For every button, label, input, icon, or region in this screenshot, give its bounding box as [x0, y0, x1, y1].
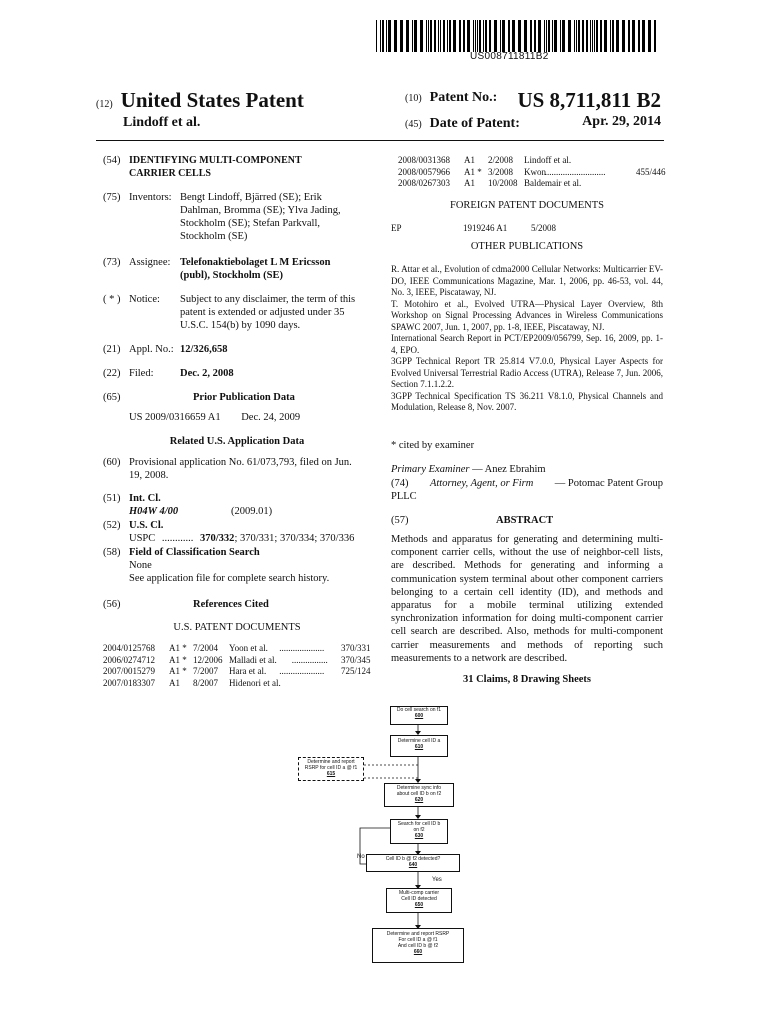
barcode-bar: [552, 20, 553, 52]
barcode-bar: [604, 20, 607, 52]
title-field: [103, 154, 371, 184]
step-ref: 640: [408, 862, 418, 868]
citation-name: Baldemair et al.: [524, 178, 582, 188]
date-label: Date of Patent:: [429, 116, 520, 131]
barcode-bar: [453, 20, 456, 52]
citation-name: Kwon: [524, 166, 546, 177]
barcode-bar: [494, 20, 497, 52]
barcode-bar: [479, 20, 481, 52]
barcode-bar: [534, 20, 536, 52]
citation-kind: A1 *: [169, 643, 187, 653]
barcode-bar: [574, 20, 575, 52]
barcode-bar: [406, 20, 409, 52]
barcode-bar: [518, 20, 521, 52]
barcode-bar: [596, 20, 598, 52]
notice-line: U.S.C. 154(b) by 1090 days.: [180, 320, 301, 331]
step-text: Determine cell ID a: [397, 738, 441, 744]
field-code: (22): [103, 368, 121, 379]
barcode-bar: [586, 20, 588, 52]
attorney-code: (74): [391, 478, 409, 489]
barcode-bar: [544, 20, 545, 52]
barcode-bar: [430, 20, 432, 52]
patent-number: US 8,711,811 B2: [517, 88, 661, 112]
citation-cls: 370/331: [341, 643, 371, 653]
step-600-box: [390, 706, 448, 725]
yes-label: Yes: [432, 877, 442, 883]
provisional-line: Provisional application No. 61/073,793, filed on Jun.: [129, 457, 352, 468]
barcode-bar: [590, 20, 591, 52]
citation-kind: A1: [464, 155, 475, 165]
citation-row: [398, 178, 668, 190]
prior-pub-row: [129, 411, 300, 424]
citation-dots: ....................: [279, 643, 325, 653]
citation-date: 10/2008: [488, 178, 518, 188]
us-docs-heading: U.S. PATENT DOCUMENTS: [173, 622, 301, 633]
barcode-bar: [546, 20, 547, 52]
barcode-bar: [508, 20, 510, 52]
citation-date: 7/2004: [193, 643, 219, 653]
abstract-text: Methods and apparatus for generating and determining multi-component carrier cells, without the use of neighbor-cell lists, are described. Methods for generating and informing a communication system terminal about other component carriers belonging to a certain cell identity (ID), and methods and apparatus for a mobile terminal utilizing extended synchronization information for doing multi-component carrier cell search are described. Also, methods for multi-component carrier measurements and methods of reporting such measurements to a network are described.: [391, 534, 663, 664]
barcode-bar: [414, 20, 417, 52]
attorney-label: Attorney, Agent, or Firm: [429, 478, 534, 489]
int-cl-field: [103, 492, 371, 520]
barcode-bar: [438, 20, 439, 52]
barcode-bar: [512, 20, 515, 52]
attorney-block: [391, 477, 663, 503]
step-text: Determine and report RSRP: [386, 931, 450, 937]
barcode-bar: [489, 20, 491, 52]
citation-num: 2004/0125768: [103, 643, 156, 653]
uspc-main: 370/332: [200, 533, 235, 544]
examiner-label: Primary Examiner: [391, 464, 470, 475]
search-text: [129, 559, 329, 585]
step-text: Determine sync info: [396, 785, 442, 791]
publication-entry: 3GPP Technical Report TR 25.814 V7.0.0, Physical Layer Aspects for Evolved Universal Terrestrial Radio Access (UTRA), Release 7, Jun. 2006, Section 7.1.1.2.2.: [391, 356, 663, 389]
barcode-bar: [622, 20, 625, 52]
barcode-bar: [467, 20, 470, 52]
barcode-bar: [554, 20, 557, 52]
citation-num: 2008/0031368: [398, 155, 451, 165]
barcode-bar: [440, 20, 441, 52]
search-line: See application file for complete search history.: [129, 573, 330, 584]
uspc-line: [129, 532, 354, 545]
provisional-field: [103, 456, 371, 484]
barcode-bar: [394, 20, 397, 52]
assignee-line: Telefonaktiebolaget L M Ericsson: [180, 257, 331, 268]
provisional-line: 19, 2008.: [129, 470, 169, 481]
field-code: (60): [103, 457, 121, 468]
step-text: Determine and report: [307, 759, 355, 765]
barcode-bar: [628, 20, 630, 52]
barcode-bar: [582, 20, 584, 52]
related-heading: Related U.S. Application Data: [169, 436, 305, 447]
prior-pub-heading: Prior Publication Data: [193, 392, 295, 403]
prior-pub-number: US 2009/0316659 A1: [129, 412, 221, 423]
field-key: Int. Cl.: [129, 493, 161, 504]
barcode-bar: [524, 20, 527, 52]
filed-date: Dec. 2, 2008: [180, 368, 234, 379]
uspc-label: USPC: [129, 533, 156, 544]
barcode-bar: [600, 20, 602, 52]
title-line: IDENTIFYING MULTI-COMPONENT: [129, 155, 302, 166]
step-ref: 615: [326, 771, 336, 777]
refs-heading: References Cited: [193, 599, 269, 610]
examiner-line: [391, 463, 663, 476]
patent-date: Apr. 29, 2014: [582, 114, 661, 129]
foreign-number: 1919246 A1: [463, 223, 508, 233]
inventors-field: [103, 191, 371, 247]
citation-name: Lindoff et al.: [524, 155, 572, 165]
assignee-line: (publ), Stockholm (SE): [180, 270, 283, 281]
citation-cls: 370/345: [341, 654, 371, 665]
title-line: CARRIER CELLS: [129, 168, 211, 179]
citation-row: [398, 155, 668, 167]
step-ref: 610: [414, 744, 424, 750]
publication-entry: International Search Report in PCT/EP2009/056799, Sep. 16, 2009, pp. 1-4, EPO.: [391, 333, 663, 355]
field-code: (21): [103, 344, 121, 355]
citation-dots: ....................: [279, 666, 325, 676]
step-ref: 620: [414, 797, 424, 803]
claims-line: 31 Claims, 8 Drawing Sheets: [462, 674, 592, 685]
step-text: on f2: [413, 827, 425, 833]
step-text: For cell ID a @ f1: [398, 937, 438, 943]
citation-date: 12/2006: [193, 654, 223, 665]
search-field: [103, 546, 371, 588]
citation-kind: A1 *: [169, 654, 187, 665]
int-cl-year: (2009.01): [231, 506, 273, 517]
citation-name: Hidenori et al.: [229, 677, 281, 688]
citation-num: 2006/0274712: [103, 654, 156, 665]
notice-text: [180, 293, 371, 332]
barcode-bar: [548, 20, 550, 52]
field-code: (52): [103, 520, 121, 531]
barcode-bar: [538, 20, 541, 52]
publication-entry: R. Attar et al., Evolution of cdma2000 Cellular Networks: Multicarrier EV-DO, IEEE Communications Magazine, Mar. 1, 2006, pp. 46-53, vol. 44, No. 3, IEEE, Piscataway, NJ.: [391, 264, 663, 297]
citation-row: [103, 655, 375, 667]
step-text: Cell ID b @ f2 detected?: [385, 856, 441, 862]
citation-date: 2/2008: [488, 155, 514, 165]
barcode-bar: [638, 20, 640, 52]
abstract-code: (57): [391, 515, 409, 526]
barcode-bar: [386, 20, 387, 52]
uspc-rest: ; 370/331; 370/334; 370/336: [234, 533, 355, 544]
citation-kind: A1: [464, 178, 475, 188]
field-key: Filed:: [129, 368, 154, 379]
inventor-line: Stockholm (SE): [180, 231, 248, 242]
barcode-bar: [594, 20, 595, 52]
field-code: (51): [103, 493, 121, 504]
barcode-bar: [483, 20, 484, 52]
field-code: ( * ): [103, 294, 121, 305]
barcode-bar: [610, 20, 611, 52]
cited-note: * cited by examiner: [391, 440, 475, 451]
field-key: Appl. No.:: [129, 344, 174, 355]
step-610-box: [390, 735, 448, 757]
barcode-bar: [382, 20, 384, 52]
attorney-line: [391, 477, 663, 490]
field-code: (73): [103, 257, 121, 268]
foreign-heading: FOREIGN PATENT DOCUMENTS: [449, 200, 605, 211]
citation-row: [103, 666, 375, 678]
barcode-bar: [592, 20, 593, 52]
citation-dots: ...........................: [544, 166, 606, 177]
field-key: Assignee:: [129, 257, 171, 268]
filed-field: [103, 367, 371, 381]
barcode-bar: [475, 20, 476, 52]
field-code: (58): [103, 547, 121, 558]
barcode-bar: [500, 20, 501, 52]
barcode-bar: [648, 20, 651, 52]
uspc-dots: ............: [161, 533, 194, 544]
barcode-number: US008711811B2: [470, 51, 549, 62]
us-docs-list: [103, 643, 375, 689]
barcode: [376, 20, 660, 52]
appl-no-field: [103, 343, 371, 357]
notice-line: Subject to any disclaimer, the term of this: [180, 294, 356, 305]
citation-name: Yoon et al.: [229, 643, 268, 653]
patent-type-block: [96, 88, 304, 131]
step-660-box: [372, 928, 464, 963]
assignee-name: [180, 256, 330, 282]
step-630-box: [390, 819, 448, 844]
step-650-box: [386, 888, 452, 913]
citation-dots: ................: [291, 654, 328, 665]
step-ref: 630: [414, 833, 424, 839]
field-code: (56): [103, 599, 121, 610]
barcode-bar: [420, 20, 423, 52]
patent-title: [129, 154, 302, 180]
citation-num: 2007/0183307: [103, 677, 156, 688]
citation-row: [398, 167, 668, 179]
barcode-bar: [632, 20, 635, 52]
barcode-bar: [473, 20, 474, 52]
barcode-bar: [428, 20, 429, 52]
foreign-country: EP: [391, 223, 402, 233]
foreign-row: [391, 223, 663, 235]
barcode-bar: [477, 20, 478, 52]
barcode-bar: [376, 20, 377, 52]
barcode-bar: [654, 20, 656, 52]
barcode-bar: [443, 20, 445, 52]
publication-entry: T. Motohiro et al., Evolved UTRA—Physical Layer Overview, 8th Workshop on Signal Processing Advances in Wireless Communications SPAWC 2007, Jun. 1, 2007, pp. 1-8, IEEE, Piscataway, NJ.: [391, 298, 663, 332]
type-code: (12): [96, 99, 113, 110]
barcode-bar: [502, 20, 505, 52]
barcode-bar: [576, 20, 577, 52]
barcode-bar: [434, 20, 436, 52]
us-docs-cont-list: [398, 155, 668, 190]
step-615-box: [298, 757, 364, 781]
examiner-name: — Anez Ebrahim: [472, 464, 546, 475]
appl-no: 12/326,658: [180, 344, 228, 355]
field-key: Field of Classification Search: [129, 547, 260, 558]
barcode-bar: [449, 20, 451, 52]
barcode-bar: [463, 20, 465, 52]
patent-number-block: [405, 88, 661, 134]
barcode-bar: [380, 20, 381, 52]
citation-date: 3/2008: [488, 166, 514, 177]
barcode-bar: [426, 20, 427, 52]
step-text: Do cell search on f1: [396, 707, 442, 713]
barcode-bar: [530, 20, 532, 52]
barcode-bar: [616, 20, 619, 52]
step-text: Search for cell ID b: [397, 821, 441, 827]
prior-pub-field: [103, 391, 371, 405]
barcode-bar: [485, 20, 487, 52]
step-ref: 650: [414, 902, 424, 908]
patent-no-label: Patent No.:: [429, 90, 498, 105]
inventors-list: [180, 191, 341, 243]
assignee-field: [103, 256, 371, 284]
inventor-line: Stockholm (SE); Stefan Parkvall,: [180, 218, 320, 229]
prior-pub-date: Dec. 24, 2009: [241, 412, 301, 423]
citation-cls: 455/446: [636, 166, 666, 177]
patent-type: United States Patent: [120, 88, 304, 112]
step-ref: 660: [413, 949, 423, 955]
citation-date: 7/2007: [193, 666, 219, 676]
step-text: Cell ID detected: [401, 896, 437, 902]
citation-date: 8/2007: [193, 677, 219, 688]
field-code: (54): [103, 155, 121, 166]
attorney-name: — Potomac Patent Group: [554, 478, 663, 489]
step-text: And cell ID b @ f2: [397, 943, 439, 949]
no-label: No: [357, 854, 365, 860]
other-pubs-list: [391, 264, 663, 414]
citation-cls: 725/124: [341, 666, 371, 676]
patent-no-code: (10): [405, 93, 422, 104]
barcode-bar: [568, 20, 571, 52]
step-640-decision: [366, 854, 460, 872]
barcode-bar: [612, 20, 614, 52]
barcode-bar: [562, 20, 565, 52]
abstract-heading-row: [391, 514, 663, 528]
citation-kind: A1 *: [464, 166, 482, 177]
citation-num: 2008/0267303: [398, 178, 451, 188]
barcode-bar: [400, 20, 403, 52]
citation-num: 2007/0015279: [103, 666, 156, 676]
barcode-bar: [459, 20, 461, 52]
foreign-date: 5/2008: [531, 223, 557, 233]
inventor-line: Bengt Lindoff, Bjärred (SE); Erik: [180, 192, 322, 203]
notice-field: [103, 293, 371, 335]
barcode-bar: [642, 20, 645, 52]
notice-line: patent is extended or adjusted under 35: [180, 307, 345, 318]
barcode-bar: [412, 20, 413, 52]
inventor-line: Dahlman, Bromma (SE); Ylva Jading,: [180, 205, 341, 216]
field-key: Notice:: [129, 294, 160, 305]
citation-num: 2008/0057966: [398, 166, 451, 177]
us-cl-field: [103, 519, 371, 547]
barcode-bar: [560, 20, 561, 52]
date-code: (45): [405, 119, 422, 130]
field-key: Inventors:: [129, 192, 172, 203]
step-ref: 600: [414, 713, 424, 719]
step-text: Multi-comp carrier: [398, 890, 439, 896]
int-cl-class: H04W 4/00: [129, 506, 179, 517]
field-code: (75): [103, 192, 121, 203]
publication-entry: 3GPP Technical Specification TS 36.211 V8.1.0, Physical Channels and Modulation, Release 8, Nov. 2007.: [391, 390, 663, 412]
citation-row: [103, 643, 375, 655]
citation-name: Malladi et al.: [229, 654, 277, 665]
header-rule: [96, 140, 664, 141]
field-code: (65): [103, 392, 121, 403]
step-620-box: [384, 783, 454, 807]
citation-kind: A1 *: [169, 666, 187, 676]
citation-row: [103, 678, 375, 690]
barcode-bar: [578, 20, 580, 52]
provisional-text: [129, 456, 371, 482]
barcode-bar: [388, 20, 391, 52]
authors: Lindoff et al.: [123, 115, 201, 130]
step-text: about cell ID b on f2: [396, 791, 442, 797]
step-text: RSRP for cell ID a @ f1: [304, 765, 358, 771]
abstract-heading: ABSTRACT: [496, 515, 554, 526]
citation-kind: A1: [169, 677, 180, 688]
field-key: U.S. Cl.: [129, 520, 164, 531]
attorney-line-2: PLLC: [391, 491, 417, 502]
search-line: None: [129, 560, 152, 571]
barcode-bar: [447, 20, 448, 52]
other-pubs-heading: OTHER PUBLICATIONS: [470, 241, 584, 252]
refs-field: [103, 598, 371, 612]
citation-name: Hara et al.: [229, 666, 267, 676]
